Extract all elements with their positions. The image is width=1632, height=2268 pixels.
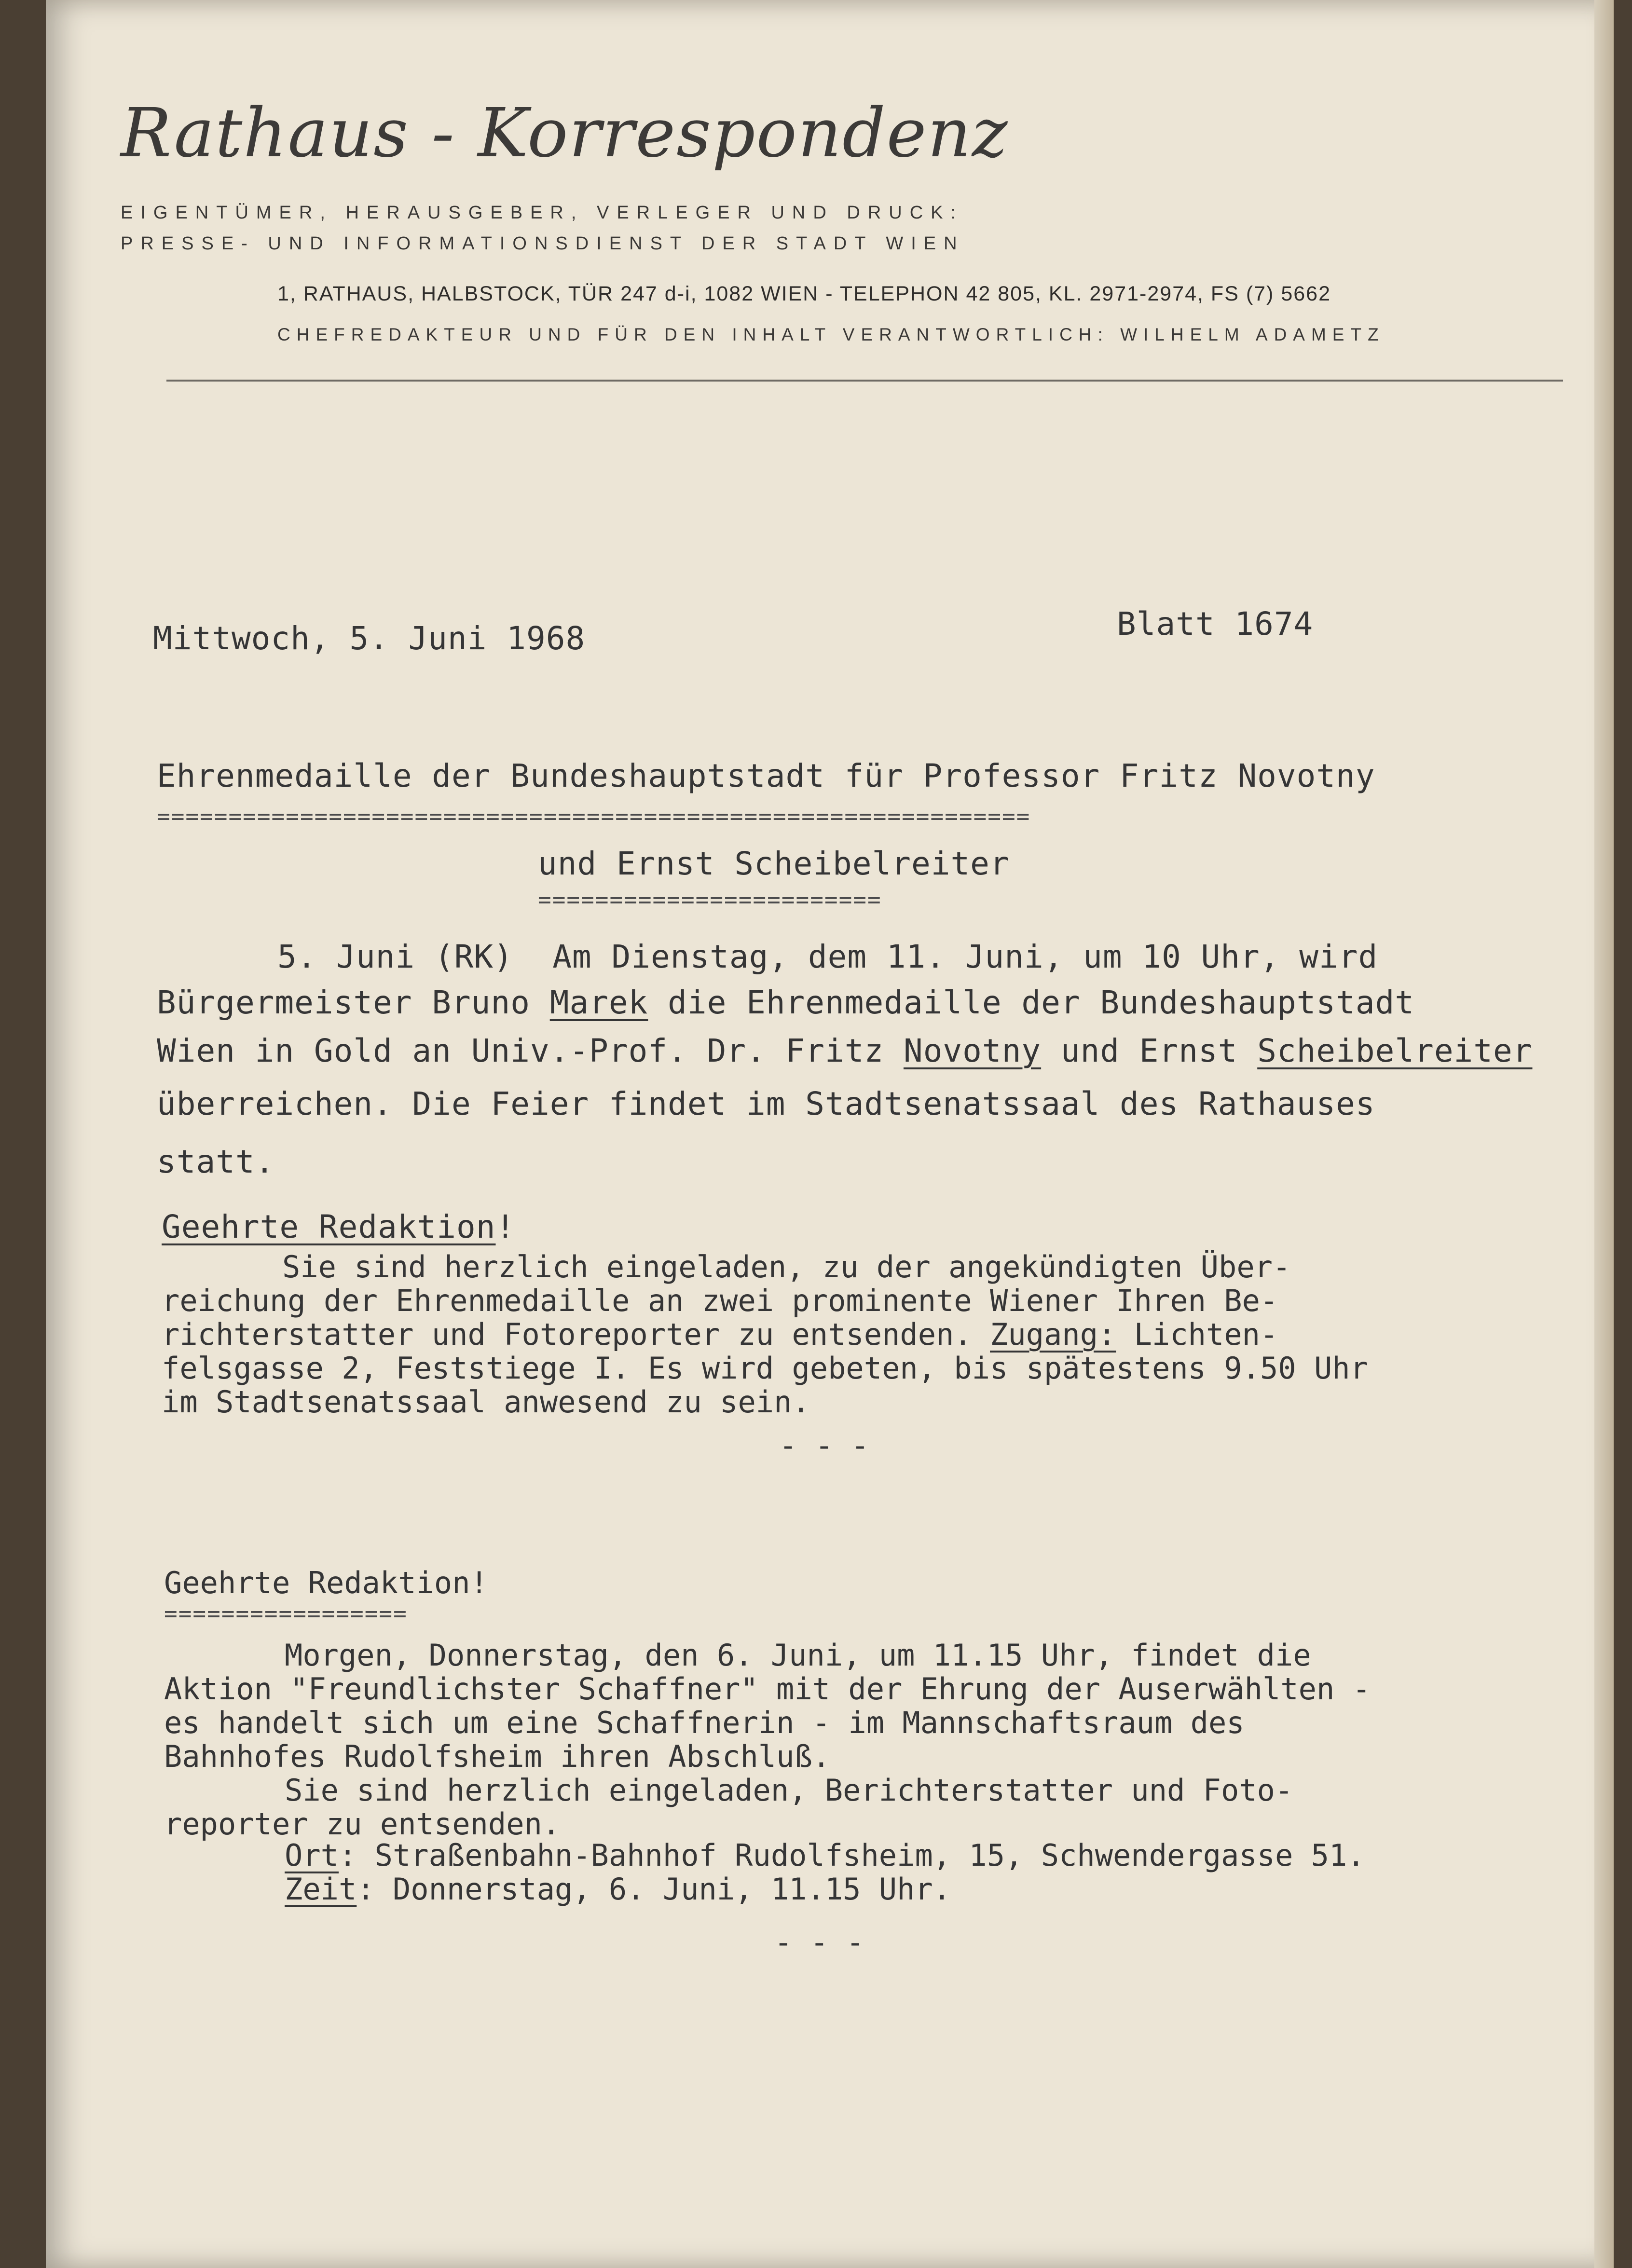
article1-invite-line [162, 1317, 1278, 1352]
article2-greeting-underline: ================= [164, 1600, 408, 1626]
article1-invite-line: felsgasse 2, Feststiege I. Es wird gebeten, bis spätestens 9.50 Uhr [162, 1351, 1368, 1386]
owner-line-1: EIGENTÜMER, HERAUSGEBER, VERLEGER UND DRUCK: [121, 203, 964, 223]
article2-text-line: es handelt sich um eine Schaffnerin - im Mannschaftsraum des [164, 1705, 1245, 1740]
article2-greeting: Geehrte Redaktion! [164, 1565, 488, 1600]
article1-text-line: 5. Juni (RK) Am Dienstag, dem 11. Juni, um 10 Uhr, wird [277, 938, 1378, 975]
article1-title-line-2: und Ernst Scheibelreiter [538, 845, 1010, 882]
name-marek: Marek [549, 984, 648, 1021]
article2-text-line: Morgen, Donnerstag, den 6. Juni, um 11.15 Uhr, findet die [285, 1638, 1311, 1673]
sheet-number: Blatt 1674 [1117, 605, 1314, 642]
date-line: Mittwoch, 5. Juni 1968 [153, 620, 586, 657]
greeting-mark: ! [495, 1208, 516, 1245]
article1-text-line: überreichen. Die Feier findet im Stadtsenatssaal des Rathauses [157, 1085, 1375, 1122]
article2-location-line [285, 1838, 1365, 1873]
text-run: die Ehrenmedaille der Bundeshauptstadt [648, 984, 1415, 1021]
article1-invite-line: reichung der Ehrenmedaille an zwei prominente Wiener Ihren Be- [162, 1283, 1278, 1318]
address-line: 1, RATHAUS, HALBSTOCK, TÜR 247 d-i, 1082 WIEN - TELEPHON 42 805, KL. 2971-2974, FS (7) 5662 [277, 282, 1331, 305]
text-run: Lichten- [1116, 1317, 1278, 1352]
article2-text-line: Aktion "Freundlichster Schaffner" mit der Ehrung der Auserwählten - [164, 1671, 1371, 1707]
location-value: : Straßenbahn-Bahnhof Rudolfsheim, 15, Schwendergasse 51. [338, 1838, 1365, 1873]
article1-invite-line: im Stadtsenatssaal anwesend zu sein. [162, 1384, 810, 1420]
document-page [46, 0, 1614, 2268]
article1-greeting [162, 1208, 515, 1245]
article2-text-line: Bahnhofes Rudolfsheim ihren Abschluß. [164, 1739, 831, 1774]
text-run: Bürgermeister Bruno [157, 984, 550, 1021]
article1-invite-line: Sie sind herzlich eingeladen, zu der angekündigten Über- [282, 1249, 1291, 1284]
owner-line-2: PRESSE- UND INFORMATIONSDIENST DER STADT WIEN [121, 233, 965, 254]
time-value: : Donnerstag, 6. Juni, 11.15 Uhr. [357, 1872, 951, 1907]
article1-title-line-1: Ehrenmedaille der Bundeshauptstadt für Professor Fritz Novotny [157, 757, 1375, 794]
greeting-text: Geehrte Redaktion [162, 1208, 496, 1245]
text-run: richterstatter und Fotoreporter zu entsenden. [162, 1317, 990, 1352]
article1-text-line [157, 984, 1414, 1021]
name-scheibelreiter: Scheibelreiter [1257, 1032, 1533, 1069]
article2-divider: - - - [774, 1925, 864, 1960]
name-novotny: Novotny [903, 1032, 1042, 1069]
article1-title-underline-2: ======================== [538, 887, 882, 913]
text-run: Wien in Gold an Univ.-Prof. Dr. Fritz [157, 1032, 904, 1069]
article2-text-line: Sie sind herzlich eingeladen, Berichterstatter und Foto- [285, 1773, 1293, 1808]
time-label: Zeit [285, 1872, 357, 1907]
location-label: Ort [285, 1838, 339, 1873]
masthead-title: Rathaus - Korrespondenz [121, 94, 1009, 173]
article2-text-line: reporter zu entsenden. [164, 1806, 561, 1842]
article1-text-line: statt. [157, 1143, 275, 1180]
article1-divider: - - - [779, 1428, 869, 1463]
article1-text-line [157, 1032, 1533, 1069]
header-divider [166, 380, 1563, 382]
text-run: und Ernst [1041, 1032, 1258, 1069]
article1-title-underline-1: ============================================================= [157, 803, 1031, 829]
article2-time-line [285, 1872, 951, 1907]
page-edge [1594, 0, 1614, 2268]
access-label: Zugang: [990, 1317, 1116, 1352]
editor-line: CHEFREDAKTEUR UND FÜR DEN INHALT VERANTWORTLICH: WILHELM ADAMETZ [277, 325, 1385, 344]
